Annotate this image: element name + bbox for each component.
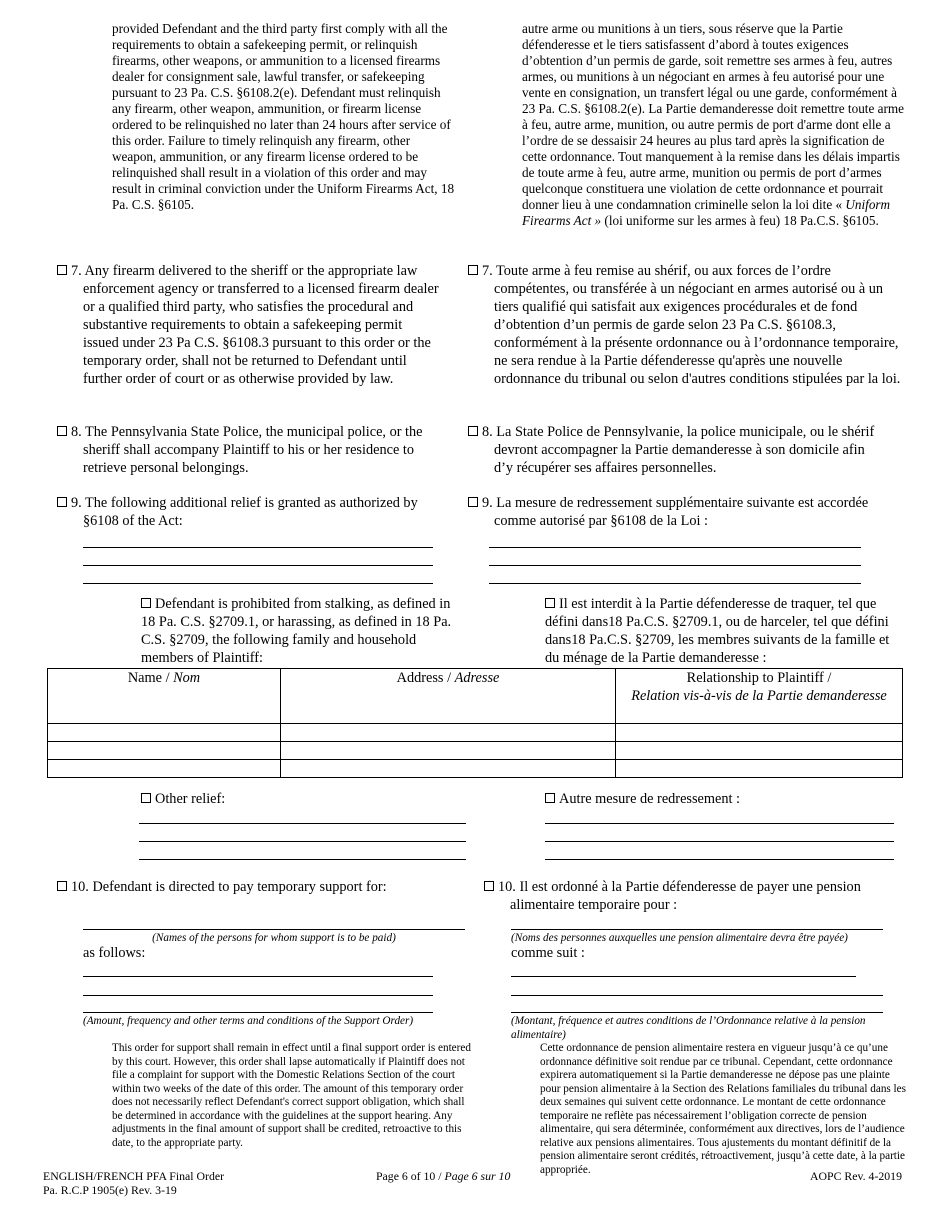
checkbox-other-relief-en[interactable] [141, 793, 151, 803]
checkbox-stalking-fr[interactable] [545, 598, 555, 608]
item-9-en-text: 9. The following additional relief is granted as authorized by §6108 of the Act: [71, 495, 418, 529]
header-address-en: Address / [396, 670, 452, 686]
support-names-en-line[interactable] [83, 929, 465, 930]
footer-rule: Pa. R.C.P 1905(e) Rev. 3-19 [43, 1183, 177, 1197]
other-relief-fr-line-3[interactable] [545, 859, 894, 860]
item-10-en-text: 10. Defendant is directed to pay temporary support for: [71, 879, 387, 895]
continuation-fr-text: autre arme ou munitions à un tiers, sous réserve que la Partie défenderesse et le tiers satisfassent d’abord à toutes exigences d’obtention d’un permis de garde, soit remettre ses armes à feu, autres armes, ou munitions à un négociant en armes à feu autorisé pour une vente en consignation, un transfert légal ou une garde, conformément à 23 Pa. C.S. §6108.2(e). La Partie demanderesse doit remettre toute arme à feu, autre arme, munition, ou autre permis de port d'arme dont elle a l’ordre de se dessaisir 24 heures au plus tard après la signification de cette ordonnance. Tout manquement à la remise dans les délais impartis de toute arme à feu, autre arme, munition ou permis de port d’armes quelconque constituera une violation de cette ordonnance et pourrait donner lieu à une condamnation criminelle selon la loi dite « [522, 21, 904, 212]
item-10-fr-text: 10. Il est ordonné à la Partie défenderesse de payer une pension alimentaire temporaire pour : [498, 879, 861, 913]
item-9-fr [468, 494, 883, 530]
item-8-en [57, 423, 441, 477]
table-row [48, 724, 903, 742]
other-relief-fr-line-1[interactable] [545, 823, 894, 824]
as-follows-en: as follows: [83, 945, 146, 961]
support-amount-fr-line-2[interactable] [511, 995, 883, 996]
continuation-fr [522, 21, 908, 229]
table-cell[interactable] [48, 724, 281, 742]
checkbox-8-fr[interactable] [468, 426, 478, 436]
table-header-row [48, 669, 903, 724]
item-7-fr [468, 262, 908, 388]
as-follows-fr: comme suit : [511, 945, 585, 961]
header-name-en: Name / [127, 670, 170, 686]
continuation-fr-italic: Uniform Firearms Act » [522, 197, 891, 228]
support-amount-en-line-2[interactable] [83, 995, 433, 996]
item-9-fr-line-3[interactable] [489, 583, 861, 584]
item-9-fr-text: 9. La mesure de redressement supplémentaire suivante est accordée comme autorisé par §6108 de la Loi : [482, 495, 869, 529]
checkbox-stalking-en[interactable] [141, 598, 151, 608]
item-8-en-text: 8. The Pennsylvania State Police, the municipal police, or the sheriff shall accompany Plaintiff to his or her residence to retrieve personal belongings. [71, 424, 423, 476]
other-relief-en-text: Other relief: [155, 791, 226, 807]
other-relief-en-line-2[interactable] [139, 841, 466, 842]
header-name-fr: Nom [173, 670, 201, 686]
stalking-fr-text: Il est interdit à la Partie défenderesse de traquer, tel que défini dans18 Pa.C.S. §2709.1, ou de harceler, tel que défini dans18 Pa.C.S. §2709, les membres suivants de la famille et du ménage de la Partie demanderesse : [545, 596, 890, 666]
item-7-fr-text: 7. Toute arme à feu remise au shérif, ou aux forces de l’ordre compétentes, ou transférée à un négociant en armes autorisé ou à un tiers qualifié qui satisfait aux exigences procédurales et de fond d’obtention d’un permis de garde selon 23 Pa C.S. §6108.3, conformément à la présente ordonnance ou à l’ordonnance temporaire, ne sera rendue à la Partie défenderesse qu'après une nouvelle ordonnance du tribunal ou selon d'autres conditions stipulées par la loi. [482, 263, 901, 387]
support-amount-en-line-3[interactable] [83, 1012, 433, 1013]
item-10-fr [484, 878, 904, 914]
other-relief-en [141, 790, 461, 808]
continuation-fr-tail: (loi uniforme sur les armes à feu) 18 Pa.C.S. §6105. [604, 213, 879, 228]
table-row [48, 742, 903, 760]
support-names-caption-fr: (Noms des personnes auxquelles une pension alimentaire devra être payée) [511, 932, 848, 944]
support-note-en: This order for support shall remain in effect until a final support order is entered by this court. However, this order shall lapse automatically if Plaintiff does not file a complaint for support with the Domestic Relations Section of the court within two weeks of the date of this order. The amount of this temporary order does not necessarily reflect Defendant's correct support obligation, which shall be determined in accordance with the guidelines at the support hearing. Any adjustments in the final amount of support shall be credited, retroactive to this date, to the appropriate party. [112, 1042, 471, 1149]
table-cell[interactable] [48, 742, 281, 760]
item-8-fr [468, 423, 883, 477]
header-address-fr: Adresse [454, 670, 500, 686]
table-cell[interactable] [48, 760, 281, 778]
continuation-en: provided Defendant and the third party first comply with all the requirements to obtain a safekeeping permit, or relinquish firearms, other weapons, or ammunition to a licensed firearms dealer for consignment sale, lawful transfer, or safekeeping pursuant to 23 Pa. C.S. §6108.2(e). Defendant must relinquish any firearm, other weapon, ammunition, or firearm license ordered to be relinquished no later than 24 hours after service of this order. Failure to timely relinquish any firearm, other weapon, ammunition, or any firearm license ordered to be relinquished shall result in a violation of this order and may result in criminal conviction under the Uniform Firearms Act, 18 Pa. C.S. §6105. [112, 21, 455, 212]
footer-page-number [376, 1169, 510, 1183]
item-9-en-line-1[interactable] [83, 547, 433, 548]
checkbox-10-en[interactable] [57, 881, 67, 891]
support-names-caption-en: (Names of the persons for whom support is to be paid) [152, 932, 396, 944]
support-names-fr-line[interactable] [511, 929, 883, 930]
item-7-en [57, 262, 441, 388]
other-relief-en-line-3[interactable] [139, 859, 466, 860]
footer-form-title: ENGLISH/FRENCH PFA Final Order [43, 1169, 225, 1183]
support-amount-fr-line-3[interactable] [511, 1012, 883, 1013]
checkbox-other-relief-fr[interactable] [545, 793, 555, 803]
support-amount-caption-en: (Amount, frequency and other terms and conditions of the Support Order) [83, 1015, 414, 1027]
checkbox-7-fr[interactable] [468, 265, 478, 275]
support-amount-en-line-1[interactable] [83, 976, 433, 977]
item-7-en-text: 7. Any firearm delivered to the sheriff or the appropriate law enforcement agency or transferred to a licensed firearm dealer or a qualified third party, who satisfies the procedural and substantive requirements to obtain a safekeeping permit issued under 23 Pa C.S. §6108.3 pursuant to this order or the temporary order, shall not be returned to Defendant until further order of court or as otherwise provided by law. [71, 263, 439, 387]
item-8-fr-text: 8. La State Police de Pennsylvanie, la police municipale, ou le shérif devront accompagner la Partie demanderesse à son domicile afin d’y récupérer ses affaires personnelles. [482, 424, 875, 476]
other-relief-fr-line-2[interactable] [545, 841, 894, 842]
table-cell[interactable] [616, 760, 903, 778]
header-address [281, 669, 616, 724]
other-relief-fr [545, 790, 890, 808]
footer-page-en: Page 6 of 10 / [376, 1169, 442, 1183]
other-relief-fr-text: Autre mesure de redressement : [559, 791, 741, 807]
table-cell[interactable] [281, 724, 616, 742]
header-relationship-en: Relationship to Plaintiff / [686, 670, 832, 686]
stalking-en-text: Defendant is prohibited from stalking, as defined in 18 Pa. C.S. §2709.1, or harassing, as defined in 18 Pa. C.S. §2709, the following family and household members of Plaintiff: [141, 596, 452, 666]
table-cell[interactable] [281, 742, 616, 760]
support-amount-fr-line-1[interactable] [511, 976, 856, 977]
other-relief-en-line-1[interactable] [139, 823, 466, 824]
support-note-fr: Cette ordonnance de pension alimentaire restera en vigueur jusqu’à ce qu’une ordonnance définitive soit rendue par ce tribunal. Cependant, cette ordonnance expirera automatiquement si la Partie demanderesse ne dépose pas une plainte pour pension alimentaire à la Section des Relations familiales du tribunal dans les deux semaines qui suivent cette ordonnance. Le montant de cette ordonnance temporaire ne reflète pas nécessairement l’obligation correcte de pension alimentaire, qui sera déterminée, conformément aux directives, lors de l’audience relative aux pensions alimentaires. Tous ajustements du montant définitif de la pension alimentaire seront crédités, rétroactivement, jusqu’à cette date, à la partie appropriée. [540, 1042, 906, 1176]
table-row [48, 760, 903, 778]
table-cell[interactable] [616, 742, 903, 760]
checkbox-9-fr[interactable] [468, 497, 478, 507]
item-10-en [57, 878, 457, 896]
item-9-fr-line-1[interactable] [489, 547, 861, 548]
checkbox-10-fr[interactable] [484, 881, 494, 891]
header-name [48, 669, 281, 724]
item-9-en-line-3[interactable] [83, 583, 433, 584]
footer-page-fr: Page 6 sur 10 [444, 1169, 511, 1183]
header-relationship-fr: Relation vis-à-vis de la Partie demanderesse [631, 688, 887, 704]
checkbox-7-en[interactable] [57, 265, 67, 275]
item-9-en [57, 494, 441, 530]
support-amount-caption-fr: (Montant, fréquence et autres conditions de l’Ordonnance relative à la pension alimentaire) [511, 1015, 866, 1041]
header-relationship [616, 669, 903, 724]
family-members-table [47, 668, 903, 778]
checkbox-9-en[interactable] [57, 497, 67, 507]
item-9-fr-line-2[interactable] [489, 565, 861, 566]
stalking-en [141, 595, 461, 667]
stalking-fr [545, 595, 890, 667]
table-cell[interactable] [616, 724, 903, 742]
checkbox-8-en[interactable] [57, 426, 67, 436]
footer-revision: AOPC Rev. 4-2019 [810, 1169, 902, 1183]
table-cell[interactable] [281, 760, 616, 778]
item-9-en-line-2[interactable] [83, 565, 433, 566]
